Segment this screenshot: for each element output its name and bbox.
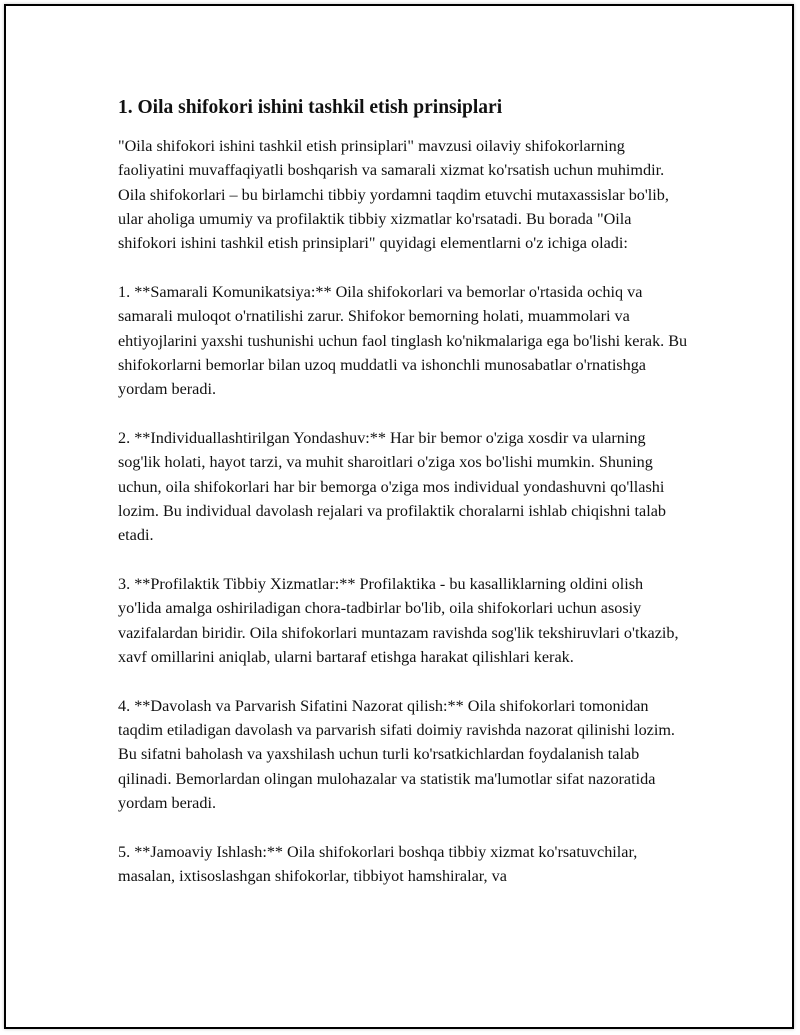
principle-paragraph-individual-approach: 2. **Individuallashtirilgan Yondashuv:** Har bir bemor o'ziga xosdir va ularning sog'lik holati, hayot tarzi, va muhit sharoitlari o'ziga xos bo'lishi mumkin. Shuning uchun, oila shifokorlari har bir bemorga o'ziga mos individual yondashuvni qo'llashi lozim. Bu individual davolash rejalari va profilaktik choralarni ishlab chiqishni talab etadi. [118, 428, 666, 545]
document-content [118, 96, 688, 888]
intro-paragraph: "Oila shifokori ishini tashkil etish prinsiplari" mavzusi oilaviy shifokorlarning faoliyatini muvaffaqiyatli boshqarish va samarali xizmat ko'rsatish uchun muhimdir. Oila shifokorlari – bu birlamchi tibbiy yordamni taqdim etuvchi mutaxassislar bo'lib, ular aholiga umumiy va profilaktik tibbiy xizmatlar ko'rsatadi. Bu borada "Oila shifokori ishini tashkil etish prinsiplari" quyidagi elementlarni o'z ichiga oladi: [118, 137, 669, 253]
principle-paragraph-communication: 1. **Samarali Komunikatsiya:** Oila shifokorlari va bemorlar o'rtasida ochiq va samarali muloqot o'rnatilishi zarur. Shifokor bemorning holati, muammolari va ehtiyojlarini yaxshi tushunishi uchun faol tinglash ko'nikmalariga ega bo'lishi kerak. Bu shifokorlarni bemorlar bilan uzoq muddatli va ishonchli munosabatlar o'rnatishga yordam beradi. [118, 282, 688, 399]
section-title: 1. Oila shifokori ishini tashkil etish prinsiplari [118, 97, 503, 118]
document-page [4, 4, 794, 1029]
principle-paragraph-teamwork: 5. **Jamoaviy Ishlash:** Oila shifokorlari boshqa tibbiy xizmat ko'rsatuvchilar, masalan, ixtisoslashgan shifokorlar, tibbiyot hamshiralar, va [118, 842, 638, 885]
principle-paragraph-quality-control: 4. **Davolash va Parvarish Sifatini Nazorat qilish:** Oila shifokorlari tomonidan taqdim etiladigan davolash va parvarish sifati doimiy ravishda nazorat qilinishi lozim. Bu sifatni baholash va yaxshilash uchun turli ko'rsatkichlardan foydalanish talab qilinadi. Bemorlardan olingan mulohazalar va statistik ma'lumotlar sifat nazoratida yordam beradi. [118, 696, 675, 812]
principle-paragraph-preventive-services: 3. **Profilaktik Tibbiy Xizmatlar:** Profilaktika - bu kasalliklarning oldini olish yo'lida amalga oshiriladigan chora-tadbirlar bo'lib, oila shifokorlari uchun asosiy vazifalardan biridir. Oila shifokorlari muntazam ravishda sog'lik tekshiruvlari o'tkazib, xavf omillarini aniqlab, ularni bartaraf etishga harakat qilishlari kerak. [118, 574, 679, 666]
